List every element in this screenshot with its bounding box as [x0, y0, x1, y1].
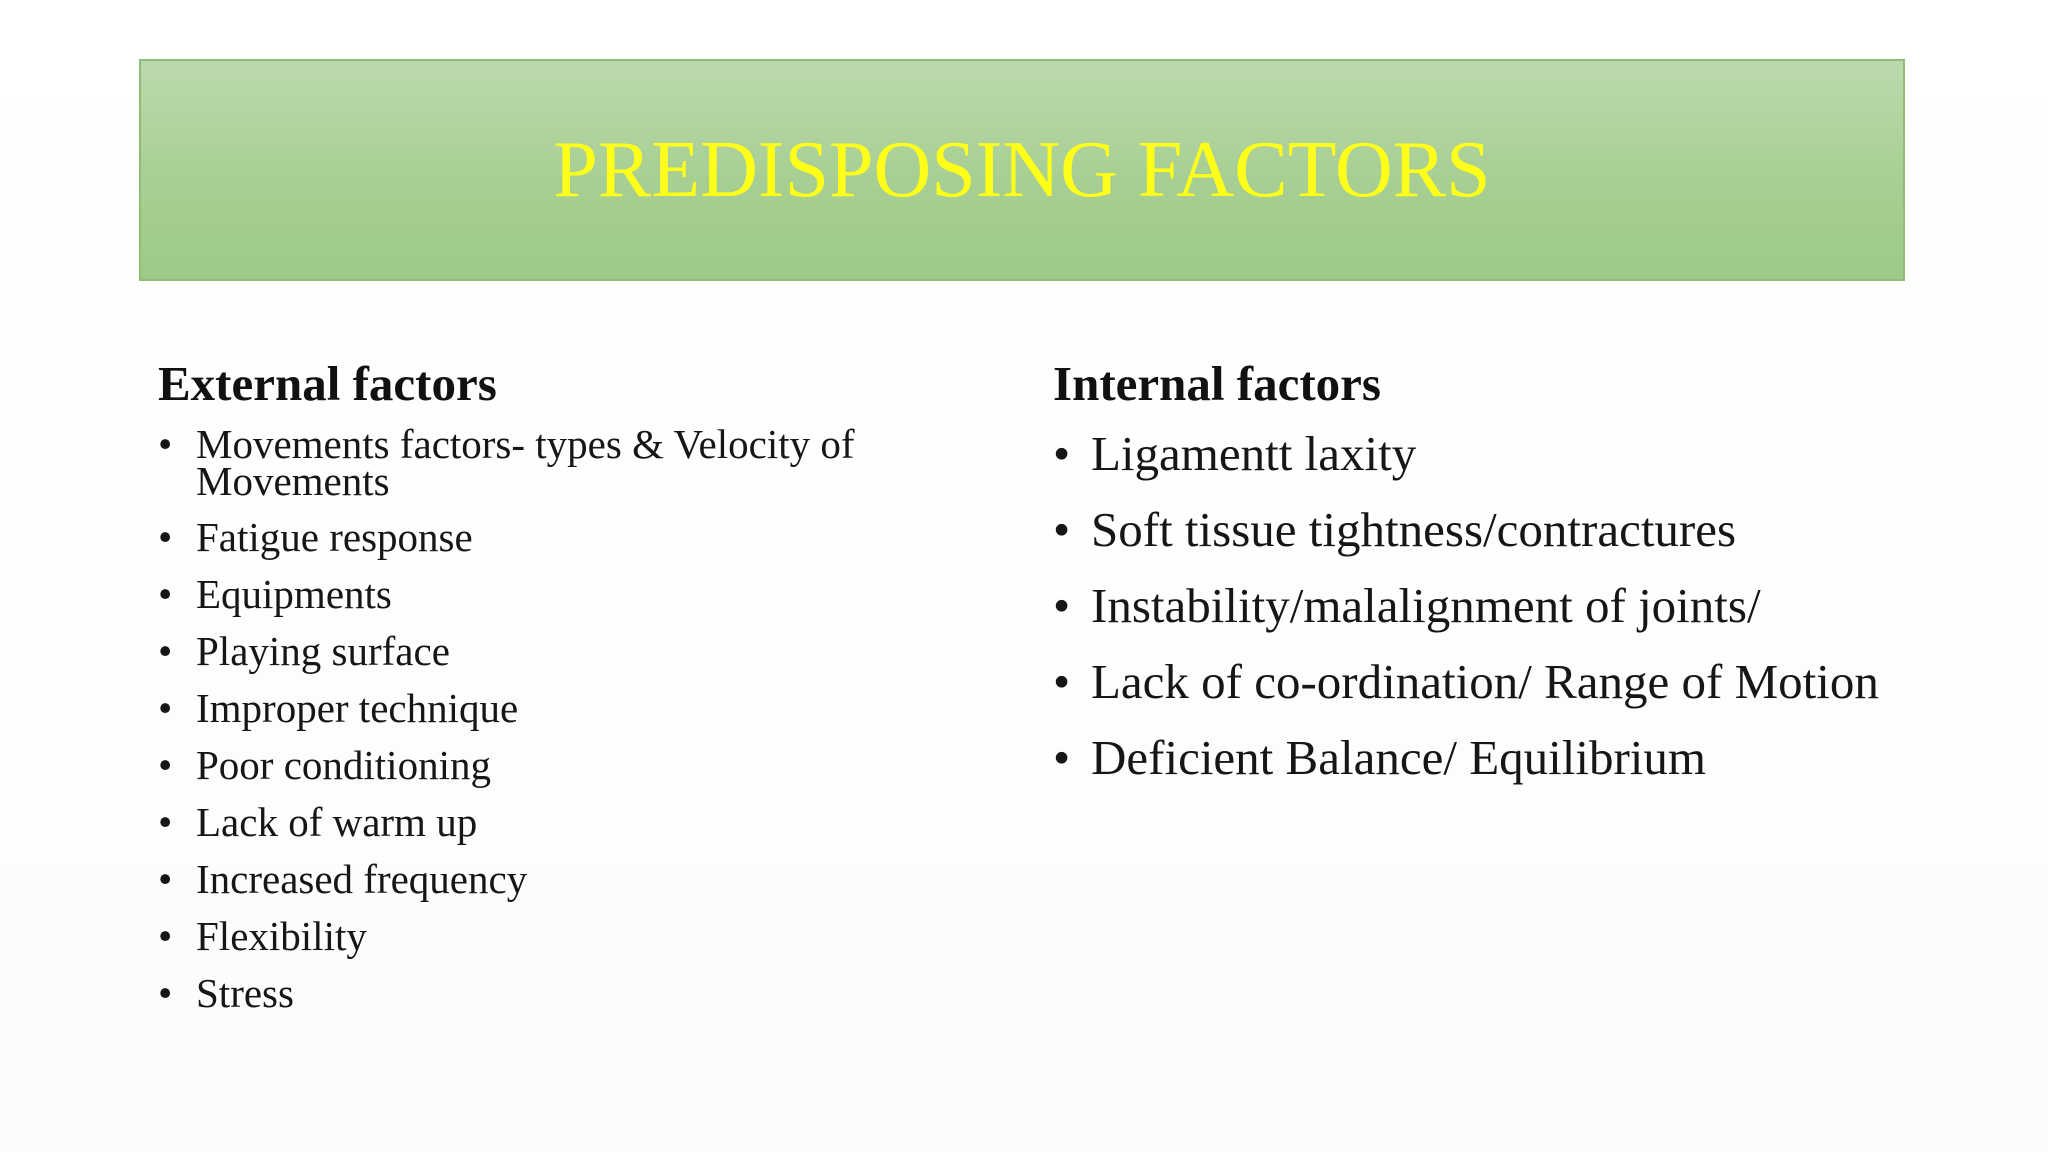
- list-item: [158, 799, 978, 845]
- list-item-text: Ligamentt laxity: [1091, 426, 1417, 481]
- list-item-text: Poor conditioning: [196, 742, 491, 788]
- list-item: [1053, 654, 1913, 710]
- bullet-icon: •: [158, 856, 173, 902]
- list-item: [158, 856, 978, 902]
- slide-title: PREDISPOSING FACTORS: [553, 126, 1491, 214]
- title-banner: [139, 59, 1905, 281]
- bullet-icon: •: [158, 514, 173, 560]
- list-item-text: Increased frequency: [196, 856, 528, 902]
- bullet-icon: •: [1053, 730, 1071, 785]
- bullet-icon: •: [1053, 426, 1071, 481]
- bullet-icon: •: [158, 685, 173, 731]
- list-item-text: Flexibility: [196, 913, 367, 959]
- list-item-text: Stress: [196, 970, 294, 1016]
- internal-factors-list: [1053, 426, 1913, 786]
- list-item-text: Soft tissue tightness/contractures: [1091, 502, 1737, 557]
- list-item-text: Lack of co-ordination/ Range of Motion: [1091, 654, 1879, 709]
- list-item-text: Equipments: [196, 571, 392, 617]
- bullet-icon: •: [158, 421, 173, 467]
- list-item-text: Lack of warm up: [196, 799, 478, 845]
- list-item: [1053, 730, 1913, 786]
- list-item: [158, 970, 978, 1016]
- bullet-icon: •: [1053, 502, 1071, 557]
- list-item: [158, 913, 978, 959]
- list-item-text: Fatigue response: [196, 514, 473, 560]
- list-item: [1053, 578, 1913, 634]
- list-item: [158, 514, 978, 560]
- bullet-icon: •: [158, 628, 173, 674]
- list-item-text: Improper technique: [196, 685, 519, 731]
- internal-factors-heading: Internal factors: [1053, 356, 1381, 411]
- external-factors-heading: External factors: [158, 356, 497, 411]
- external-factors-list: [158, 421, 978, 1016]
- bullet-icon: •: [1053, 578, 1071, 633]
- list-item: [158, 628, 978, 674]
- list-item: [1053, 426, 1913, 482]
- list-item-text: Playing surface: [196, 628, 450, 674]
- bullet-icon: •: [158, 742, 173, 788]
- list-item-text: Deficient Balance/ Equilibrium: [1091, 730, 1707, 785]
- list-item: [158, 571, 978, 617]
- list-item: [1053, 502, 1913, 558]
- list-item-text: Instability/malalignment of joints/: [1091, 578, 1761, 633]
- bullet-icon: •: [1053, 654, 1071, 709]
- list-item: [158, 742, 978, 788]
- external-factors-column: [158, 356, 978, 1032]
- bullet-icon: •: [158, 913, 173, 959]
- bullet-icon: •: [158, 571, 173, 617]
- list-item-text: Movements factors- types & Velocity of Movements: [196, 421, 855, 504]
- internal-factors-column: [1053, 356, 1913, 806]
- bullet-icon: •: [158, 970, 173, 1016]
- list-item: [158, 421, 978, 504]
- bullet-icon: •: [158, 799, 173, 845]
- list-item: [158, 685, 978, 731]
